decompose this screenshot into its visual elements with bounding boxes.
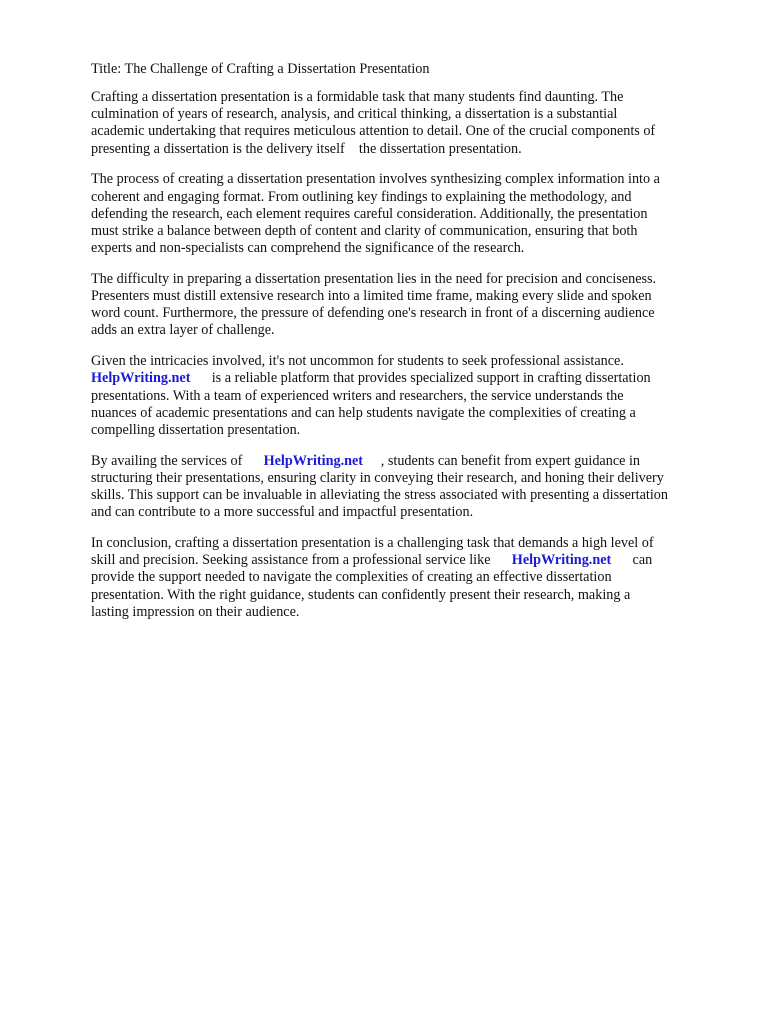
text-line [91,453,731,470]
text-line: experts and non-specialists can comprehend the significance of the research. [91,240,525,257]
text-line: academic undertaking that requires meticulous attention to detail. One of the crucial components of [91,123,656,140]
text-line: In conclusion, crafting a dissertation presentation is a challenging task that demands a high level of [91,534,654,551]
text-line: compelling dissertation presentation. [91,421,301,438]
text-line: provide the support needed to navigate the complexities of creating an effective dissertation [91,569,612,586]
text-line: The process of creating a dissertation presentation involves synthesizing complex information into a [91,171,660,188]
paragraph-difficulty [91,271,731,340]
text-line: adds an extra layer of challenge. [91,322,275,339]
document-title: Title: The Challenge of Crafting a Dissertation Presentation [91,61,430,77]
paragraph-intro [91,89,731,158]
text-line: skills. This support can be invaluable in alleviating the stress associated with presenting a dissertation [91,487,668,504]
text-line: presentations. With a team of experienced writers and researchers, the service understands the [91,387,624,404]
text-line: Crafting a dissertation presentation is a formidable task that many students find daunting. The [91,89,624,105]
paragraph-assistance [91,353,731,439]
text-segment: By availing the services of [91,452,264,469]
text-line: culmination of years of research, analysis, and critical thinking, a dissertation is a substantial [91,106,618,123]
text-line: defending the research, each element requires careful consideration. Additionally, the presentation [91,205,648,222]
text-segment: , students can benefit from expert guidance in [363,452,640,469]
text-line: nuances of academic presentations and can help students navigate the complexities of creating a [91,404,636,421]
text-line: Given the intricacies involved, it's not uncommon for students to seek professional assistance. [91,353,624,370]
text-line: presentation. With the right guidance, students can confidently present their research, making a [91,586,631,603]
paragraph-conclusion [91,535,731,621]
text-segment: skill and precision. Seeking assistance from a professional service like [91,552,512,569]
text-line: presenting a dissertation is the delivery itself the dissertation presentation. [91,140,522,157]
text-line: and can contribute to a more successful and impactful presentation. [91,504,474,521]
text-line: word count. Furthermore, the pressure of defending one's research in front of a discerning audience [91,305,655,322]
helpwriting-link[interactable]: HelpWriting.net [263,452,364,469]
text-line: Presenters must distill extensive research into a limited time frame, making every slide and spoken [91,288,652,305]
text-line: structuring their presentations, ensuring clarity in conveying their research, and honing their delivery [91,469,664,486]
helpwriting-link[interactable]: HelpWriting.net [91,370,191,387]
paragraph-process [91,171,731,257]
document-page [91,60,731,634]
text-line [91,370,731,387]
paragraph-services [91,453,731,522]
helpwriting-link[interactable]: HelpWriting.net [511,552,612,569]
text-segment: can [611,552,653,569]
text-line: The difficulty in preparing a dissertation presentation lies in the need for precision and conciseness. [91,270,657,287]
text-segment: is a reliable platform that provides specialized support in crafting dissertation [190,370,651,387]
text-line [91,552,731,569]
text-line: coherent and engaging format. From outlining key findings to explaining the methodology, and [91,188,632,205]
text-line: lasting impression on their audience. [91,603,300,620]
text-line: must strike a balance between depth of content and clarity of communication, ensuring that both [91,222,638,239]
